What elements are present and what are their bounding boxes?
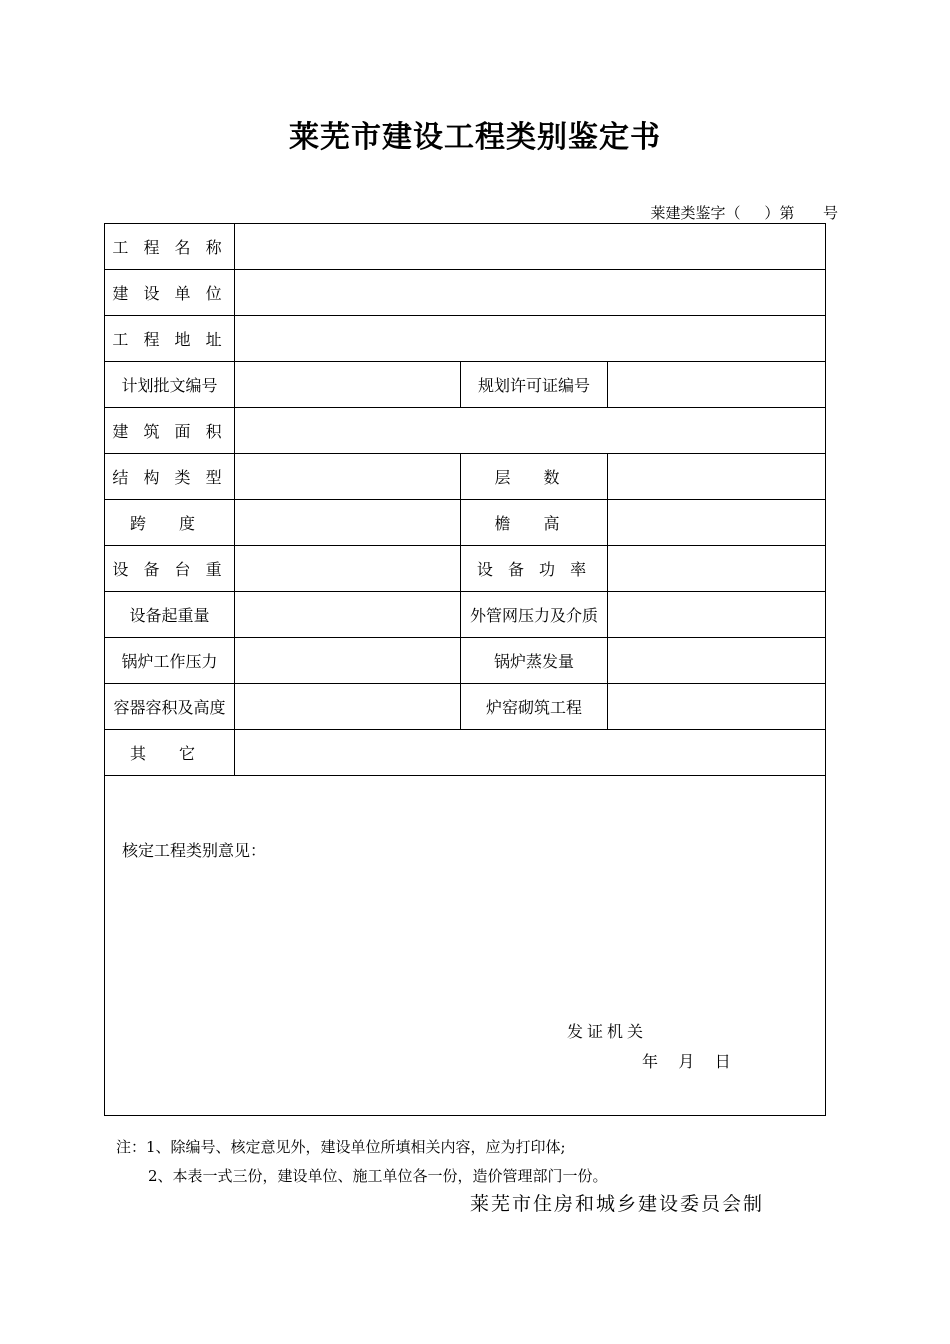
table-row — [105, 592, 826, 638]
other-field[interactable] — [235, 730, 826, 776]
construction-unit-label: 建 设 单 位 — [105, 270, 235, 316]
structure-type-label: 结 构 类 型 — [105, 454, 235, 500]
furnace-masonry-label: 炉窑砌筑工程 — [461, 684, 608, 730]
project-name-field[interactable] — [235, 224, 826, 270]
appraisal-form-table — [104, 223, 826, 1116]
table-row — [105, 684, 826, 730]
vessel-volume-height-label: 容器容积及高度 — [105, 684, 235, 730]
opinion-label: 核定工程类别意见： — [122, 841, 267, 860]
table-row — [105, 638, 826, 684]
table-row — [105, 500, 826, 546]
table-row — [105, 730, 826, 776]
eave-height-label: 檐 高 — [461, 500, 608, 546]
boiler-evaporation-field[interactable] — [608, 638, 826, 684]
equipment-lift-capacity-field[interactable] — [235, 592, 461, 638]
table-row — [105, 408, 826, 454]
project-name-label: 工 程 名 称 — [105, 224, 235, 270]
note-line-1: 注：1、除编号、核定意见外，建设单位所填相关内容，应为打印体; — [116, 1138, 566, 1156]
document-number: 莱建类鉴字（ ）第 号 — [650, 204, 838, 222]
table-row — [105, 546, 826, 592]
building-area-label: 建 筑 面 积 — [105, 408, 235, 454]
equipment-power-field[interactable] — [608, 546, 826, 592]
issuing-authority-label: 发证机关 — [567, 1022, 648, 1041]
issue-date-label: 年 月 日 — [642, 1052, 731, 1071]
boiler-evaporation-label: 锅炉蒸发量 — [461, 638, 608, 684]
planning-permit-no-label: 规划许可证编号 — [461, 362, 608, 408]
note-line-2: 2、本表一式三份，建设单位、施工单位各一份，造价管理部门一份。 — [148, 1167, 608, 1185]
equipment-lift-capacity-label: 设备起重量 — [105, 592, 235, 638]
boiler-pressure-field[interactable] — [235, 638, 461, 684]
vessel-volume-height-field[interactable] — [235, 684, 461, 730]
structure-type-field[interactable] — [235, 454, 461, 500]
page-title: 莱芜市建设工程类别鉴定书 — [289, 120, 661, 155]
building-area-field[interactable] — [235, 408, 826, 454]
furnace-masonry-field[interactable] — [608, 684, 826, 730]
external-pipe-pressure-label: 外管网压力及介质 — [461, 592, 608, 638]
boiler-pressure-label: 锅炉工作压力 — [105, 638, 235, 684]
span-label: 跨 度 — [105, 500, 235, 546]
span-field[interactable] — [235, 500, 461, 546]
plan-approval-no-label: 计划批文编号 — [105, 362, 235, 408]
planning-permit-no-field[interactable] — [608, 362, 826, 408]
table-row — [105, 362, 826, 408]
table-row — [105, 270, 826, 316]
issuing-organization: 莱芜市住房和城乡建设委员会制 — [470, 1193, 765, 1215]
other-label: 其 它 — [105, 730, 235, 776]
project-address-field[interactable] — [235, 316, 826, 362]
table-row — [105, 224, 826, 270]
floors-field[interactable] — [608, 454, 826, 500]
equipment-power-label: 设 备 功 率 — [461, 546, 608, 592]
opinion-section[interactable] — [105, 776, 826, 1116]
table-row — [105, 316, 826, 362]
construction-unit-field[interactable] — [235, 270, 826, 316]
project-address-label: 工 程 地 址 — [105, 316, 235, 362]
external-pipe-pressure-field[interactable] — [608, 592, 826, 638]
equipment-units-label: 设 备 台 重 — [105, 546, 235, 592]
eave-height-field[interactable] — [608, 500, 826, 546]
table-row — [105, 454, 826, 500]
equipment-units-field[interactable] — [235, 546, 461, 592]
plan-approval-no-field[interactable] — [235, 362, 461, 408]
table-row — [105, 776, 826, 1116]
floors-label: 层 数 — [461, 454, 608, 500]
